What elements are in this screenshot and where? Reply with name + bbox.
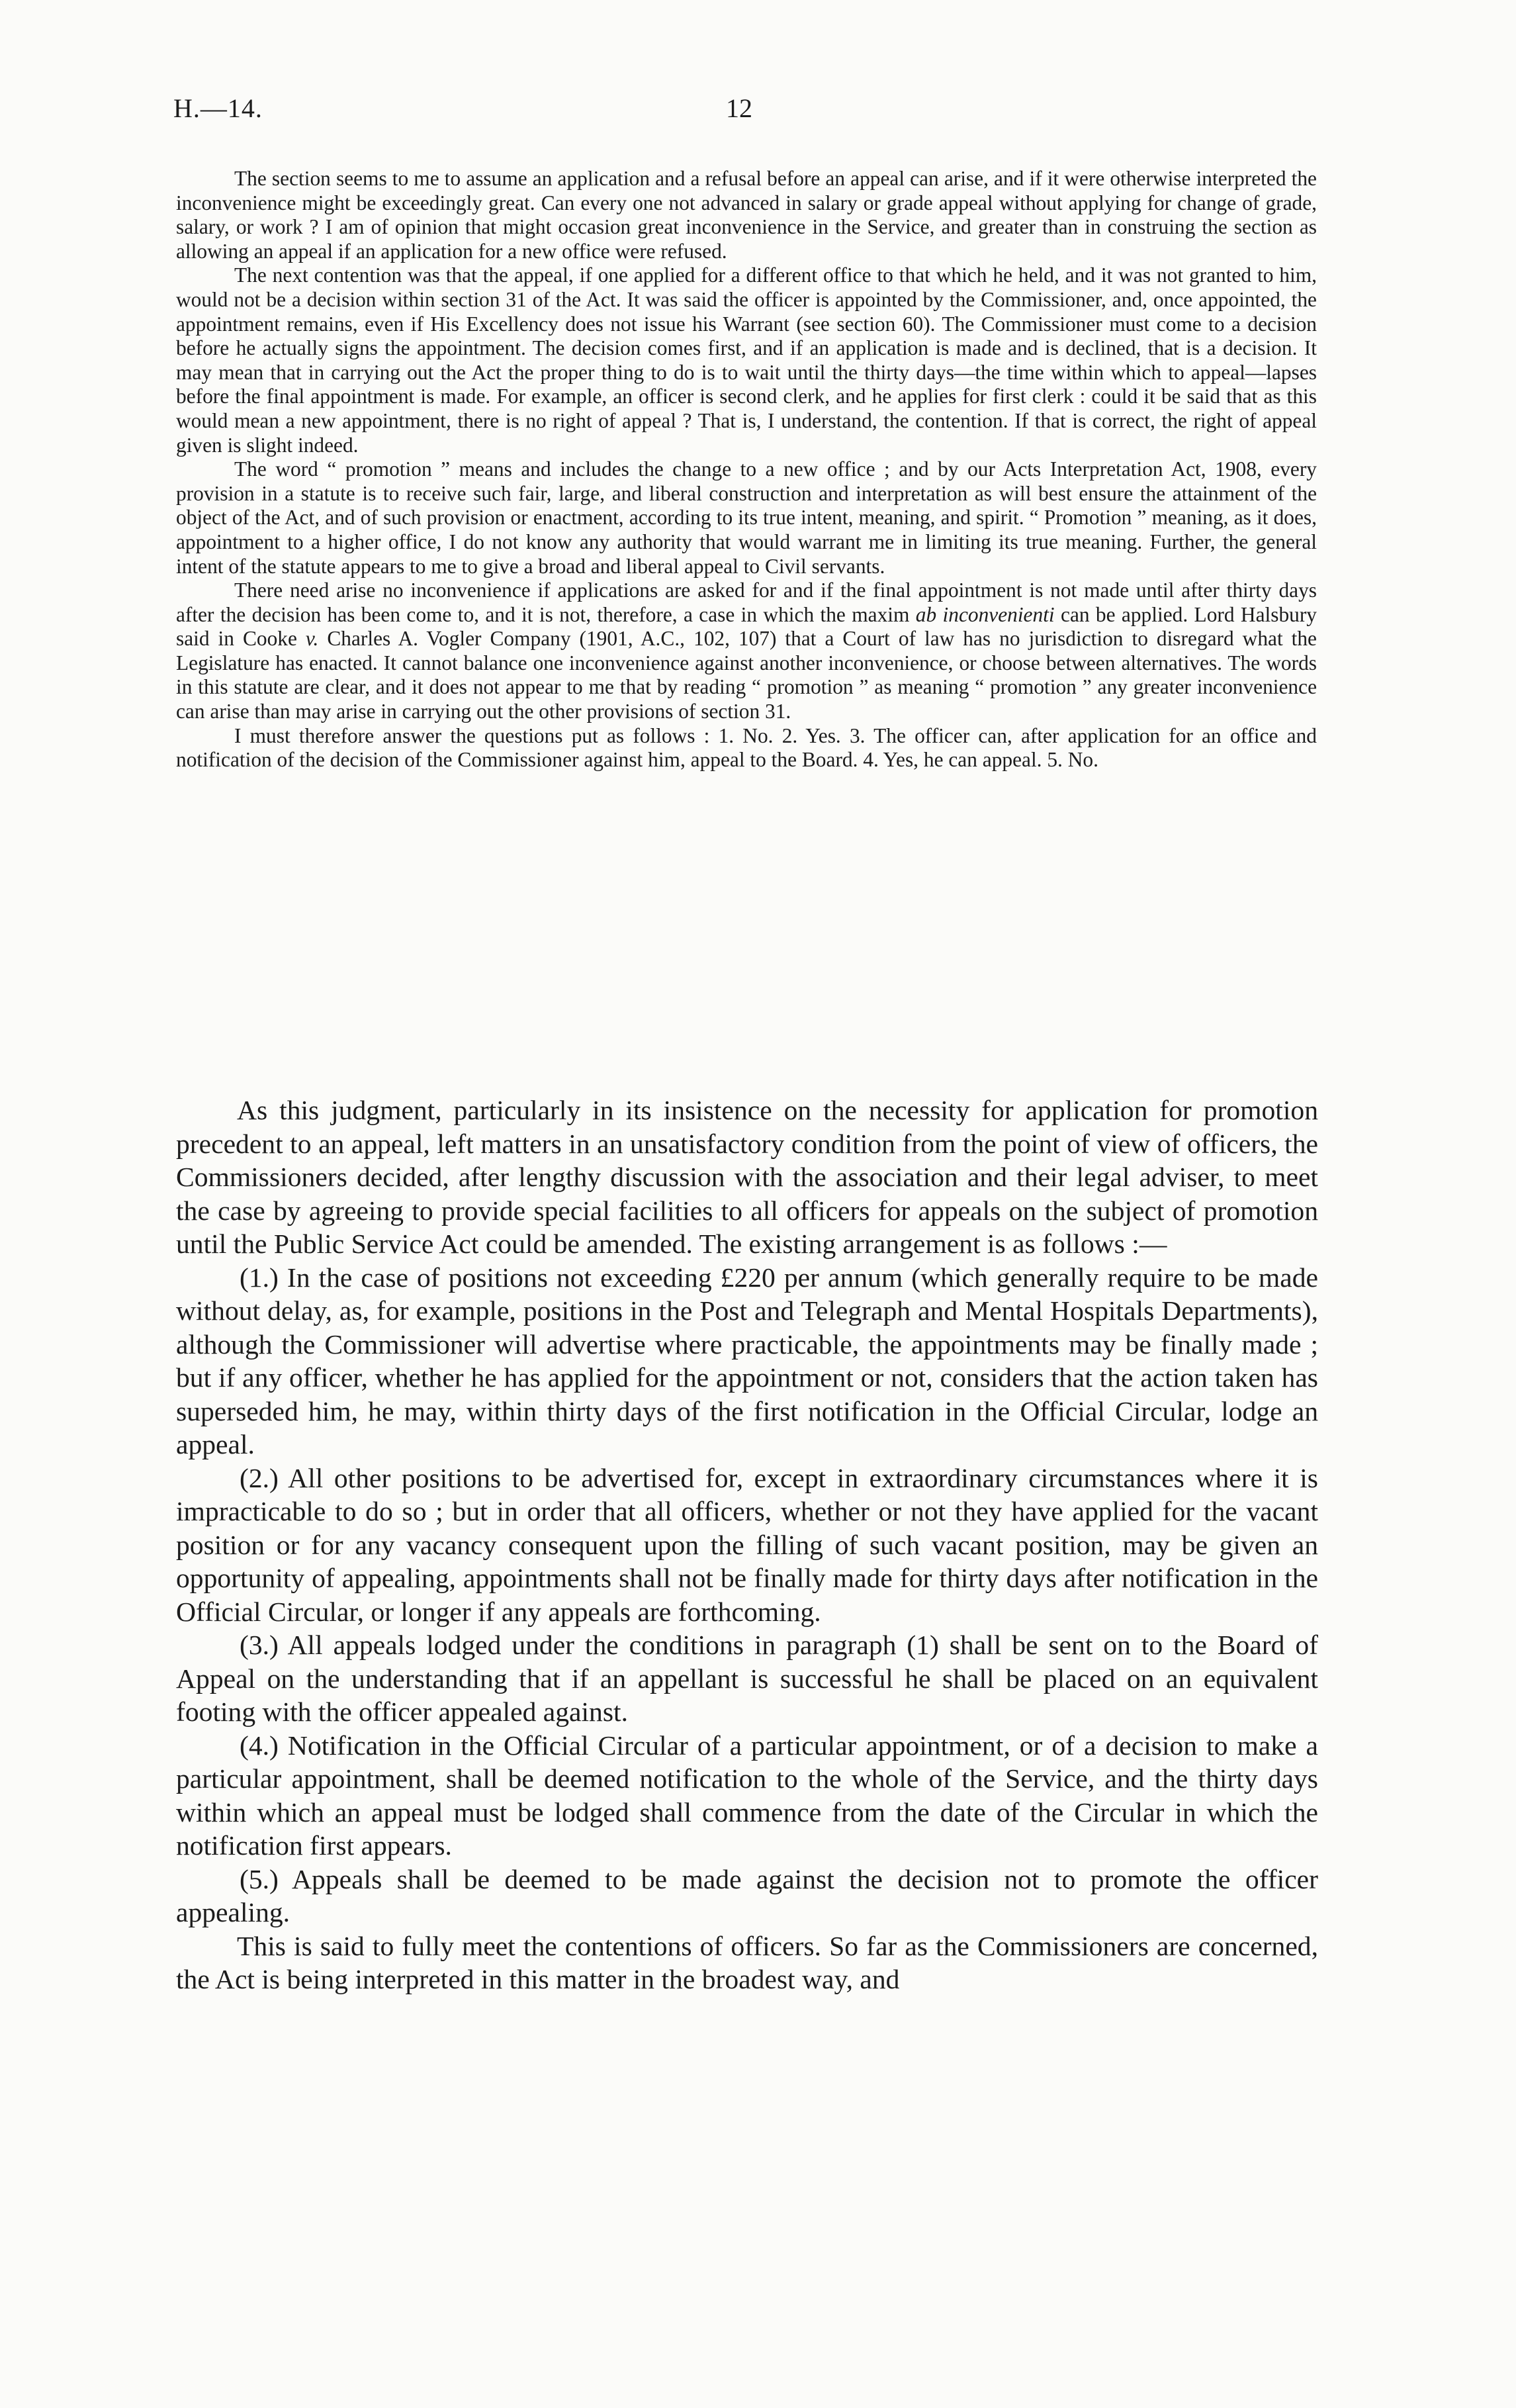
arrangement-item: (5.) Appeals shall be deemed to be made against the decision not to promote the officer appealing. [176, 1863, 1318, 1927]
judgment-paragraph: The next contention was that the appeal, if one applied for a different office to that which he held, and it was not granted to him, would not be a decision within section 31 of the Act. It was said the officer is appointed by the Commissioner, and, once appointed, the appointment remains, even if His Excellency does not issue his Warrant (see section 60). The Commissioner must come to a decision before he actually signs the appointment. The decision comes first, and if an application is made and is declined, that is a decision. It may mean that in carrying out the Act the proper thing to do is to wait until the thirty days—the time within which to appeal—lapses before the final appointment is made. For example, an officer is second clerk, and he applies for first clerk : could it be said that as this would mean a new appointment, there is no right of appeal ? That is, I understand, the contention. If that is correct, the right of appeal given is slight indeed. [176, 263, 1317, 457]
judgment-text: Charles A. Vogler Company (1901, A.C., 102, 107) that a Court of law has no jurisdiction to disregard what the Legislature has enacted. It cannot balance one inconvenience against another inconvenience, or choose between alternatives. The words in this statute are clear, and it does not appear to me that by reading “ promotion ” as meaning “ promotion ” any greater inconvenience can arise than may arise in carrying out the other provisions of section 31. [176, 627, 1317, 723]
judgment-paragraph [176, 579, 1317, 724]
judgment-paragraph: I must therefore answer the questions put as follows : 1. No. 2. Yes. 3. The officer can, after application for an office and notification of the decision of the Commissioner against him, appeal to the Board. 4. Yes, he can appeal. 5. No. [176, 723, 1317, 772]
latin-maxim: ab inconvenienti [915, 602, 1055, 626]
document-reference: H.—14. [173, 93, 263, 123]
report-intro-paragraph: As this judgment, particularly in its insistence on the necessity for application for promotion precedent to an appeal, left matters in an unsatisfactory condition from the point of view of officers, the Commissioners decided, after lengthy discussion with the association and their legal adviser, to meet the case by agreeing to provide special facilities to all officers for appeals on the subject of promotion until the Public Service Act could be amended. The existing arrangement is as follows :— [176, 1095, 1318, 1259]
arrangement-item: (4.) Notification in the Official Circular of a particular appointment, or of a decision to make a particular appointment, shall be deemed notification to the whole of the Service, and the thirty days within which an appeal must be lodged shall commence from the date of the Circular in which the notification first appears. [176, 1730, 1318, 1861]
judgment-excerpt [176, 167, 1317, 772]
commissioner-report [176, 1093, 1318, 1996]
page-number: 12 [726, 93, 752, 123]
arrangement-item: (1.) In the case of positions not exceeding £220 per annum (which generally require to be made without delay, as, for example, positions in the Post and Telegraph and Mental Hospitals Departments), although the Commissioner will advertise where practicable, the appointments may be finally made ; but if any officer, whether he has applied for the appointment or not, considers that the action taken has superseded him, he may, within thirty days of the first notification in the Official Circular, lodge an appeal. [176, 1262, 1318, 1459]
judgment-paragraph: The word “ promotion ” means and includes the change to a new office ; and by our Acts Interpretation Act, 1908, every provision in a statute is to receive such fair, large, and liberal construction and interpretation as will best ensure the attainment of the object of the Act, and of such provision or enactment, according to its true intent, meaning, and spirit. “ Promotion ” meaning, as it does, appointment to a higher office, I do not know any authority that would warrant me in limiting its true meaning. Further, the general intent of the statute appears to me to give a broad and liberal appeal to Civil servants. [176, 457, 1317, 578]
report-closing-paragraph: This is said to fully meet the contentions of officers. So far as the Commissioners are concerned, the Act is being interpreted in this matter in the broadest way, and [176, 1930, 1318, 1994]
page-header [173, 93, 1318, 132]
arrangement-item: (3.) All appeals lodged under the conditions in paragraph (1) shall be sent on to the Board of Appeal on the understanding that if an appellant is successful he shall be placed on an equivalent footing with the officer appealed against. [176, 1630, 1318, 1727]
judgment-text: can be applied. Lord Halsbury said in Cooke [176, 602, 1317, 651]
arrangement-item: (2.) All other positions to be advertised for, except in extraordinary circumstances where it is impracticable to do so ; but in order that all officers, whether or not they have applied for the vacant position or for any vacancy consequent upon the filling of such vacant position, may be given an opportunity of appealing, appointments shall not be finally made for thirty days after notification in the Official Circular, or longer if any appeals are forthcoming. [176, 1462, 1318, 1627]
judgment-text: There need arise no inconvenience if applications are asked for and if the final appointment is not made until after thirty days after the decision has been come to, and it is not, therefore, a case in which the maxim [176, 579, 1317, 626]
versus-abbreviation: v. [305, 627, 319, 651]
judgment-paragraph: The section seems to me to assume an application and a refusal before an appeal can arise, and if it were otherwise interpreted the inconvenience might be exceedingly great. Can every one not advanced in salary or grade appeal without applying for change of grade, salary, or work ? I am of opinion that might occasion great inconvenience in the Service, and greater than in construing the section as allowing an appeal if an application for a new office were refused. [176, 167, 1317, 263]
